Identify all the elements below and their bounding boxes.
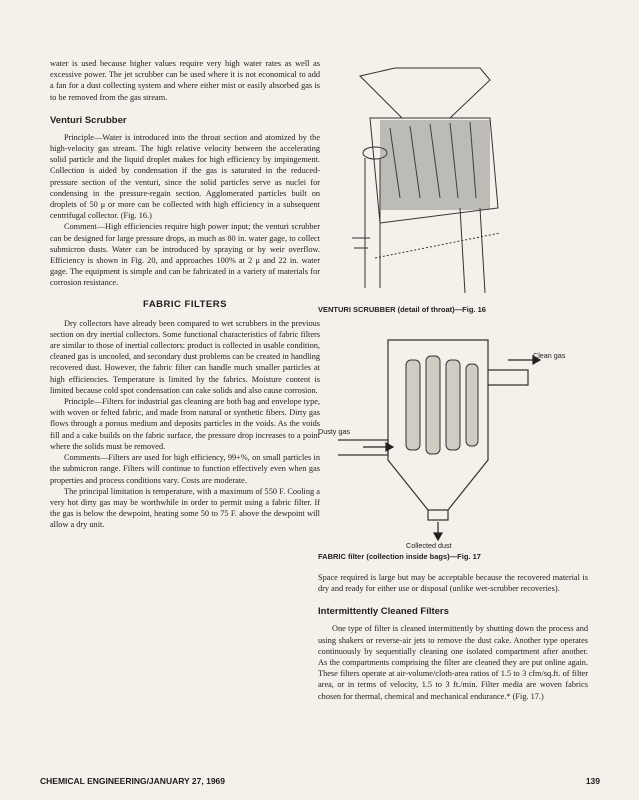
fabric-limitation-paragraph: The principal limitation is temperature, with a maximum of 550 F. Cooling a very hot dirty gas may be worthwhile in order to permit using a fabric filter. If the gas is below the dewpoint, heating some 50 to 75 F. above the dewpoint will allow a dry unit.	[50, 486, 320, 530]
hopper-outlet	[428, 510, 448, 520]
venturi-inlet-cone	[360, 68, 490, 118]
fig17-caption: FABRIC filter (collection inside bags)—Fig. 17	[318, 552, 481, 561]
fig16-caption: VENTURI SCRUBBER (detail of throat)—Fig. 16	[318, 305, 486, 314]
right-column	[318, 572, 588, 702]
page-number: 139	[585, 776, 600, 786]
fabric-principle-paragraph: Principle—Filters for industrial gas cleaning are both bag and envelope type, with woven or felted fabric, and made from natural or synthetic fibers. Dirty gas flows through a porous medium and deposits particles in the voids. As the voids fill and a cake builds on the fabric surface, the pressure drop increases to a point where the solids must be removed.	[50, 397, 320, 451]
venturi-principle-paragraph: Principle—Water is introduced into the throat section and atomized by the high-velocity gas stream. The high relative velocity between the accelerating solid particle and the liquid droplet makes for high efficiency by impingement. Collection is aided by condensation if the gas is saturated in the reduced-pressure section of the venturi, since the solid particles serve as nuclei for condensing in the pressure-regain section. Agglomerated particles built on droplets of 50 μ or more can be collected with high efficiency in a subsequent centrifugal collector. (Fig. 16.)	[50, 132, 320, 221]
venturi-comment-paragraph: Comment—High efficiencies require high power input; the venturi scrubber can be designed for large pressure drops, as much as 80 in. water gage, to collect submicron dusts. Water can be introduced by spraying or by weir overflow. Efficiency is shown in Fig. 20, and approaches 100% at 2 μ and 22 in. water gage. The equipment is simple and can be fabricated in a variety of materials for corrosion resistance.	[50, 222, 320, 288]
intermittently-cleaned-heading: Intermittently Cleaned Filters	[318, 606, 449, 618]
left-column	[50, 58, 320, 531]
collected-dust-label: Collected dust	[406, 541, 452, 550]
intro-paragraph: water is used because higher values require very high water rates as well as excessive power. The jet scrubber can be used where it is not economical to add a fan for a dust collecting system and where either mist or easily absorbed gas is to be removed from the gas stream.	[50, 59, 320, 102]
dusty-gas-label: Dusty gas	[318, 427, 350, 436]
fabric-filter-figure	[318, 330, 608, 550]
venturi-heading: Venturi Scrubber	[50, 114, 127, 126]
journal-citation: CHEMICAL ENGINEERING/JANUARY 27, 1969	[40, 776, 226, 786]
page-footer	[40, 776, 600, 790]
space-paragraph: Space required is large but may be acceptable because the recovered material is dry and ready for either use or disposal (unlike wet-scrubber recoveries).	[318, 573, 588, 594]
venturi-pipe	[365, 158, 380, 288]
venturi-support-leg	[460, 208, 485, 293]
clean-gas-label: Clean gas	[533, 351, 566, 360]
intermittently-cleaned-paragraph: One type of filter is cleaned intermittently by shutting down the process and using shakers or reverse-air jets to remove the dust cake. Another type operates continuously by sequentially cleaning one isolated compartment after another. As the compartments comprising the filter are cleaned they are put online again. These filters operate at air-volume/cloth-area ratios of 1.5 to 3 cfm/sq.ft. of filter area, or in terms of velocity, 1.5 to 3 ft./min. Filter media are woven fabrics chosen for thermal, chemical and mechanical endurance.* (Fig. 17.)	[318, 624, 588, 701]
fabric-comments-paragraph: Comments—Filters are used for high efficiency, 99+%, on small particles in the submicron range. Filters will continue to function effectively even when gas properties and process conditions vary. Costs are moderate.	[50, 453, 320, 485]
fabric-filters-heading: FABRIC FILTERS	[143, 298, 227, 310]
venturi-scrubber-figure	[340, 58, 510, 303]
fabric-intro-paragraph: Dry collectors have already been compared to wet scrubbers in the previous section on dry inertial collectors. Some functional characteristics of fabric filters are similar to those of inertial collectors: product is collected in usable condition, cleaned gas is uncooled, and secondary dust problems can be created in handling recovered dust. However, the fabric filter can handle much smaller particles at high efficiencies. Temperature is limited by the fabrics. Moisture content is limited because cold spot condensation can cake solids and also cause corrosion.	[50, 318, 320, 395]
filter-bags	[406, 356, 478, 454]
clean-gas-outlet	[488, 370, 528, 385]
